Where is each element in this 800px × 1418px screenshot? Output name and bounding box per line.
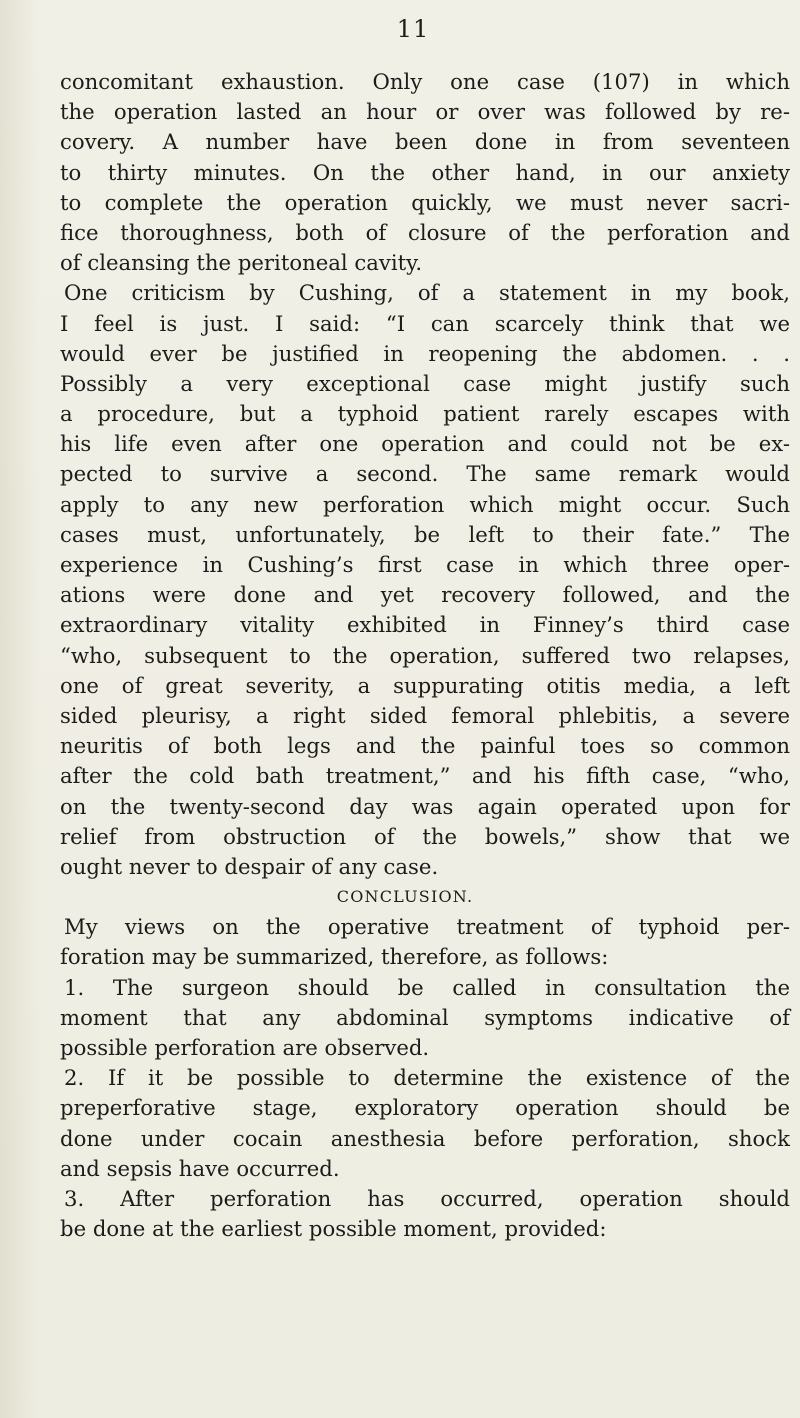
text-line: a procedure, but a typhoid patient rarely escapes with	[60, 401, 790, 427]
text-line: of cleansing the peritoneal cavity.	[60, 250, 423, 276]
text-line: One criticism by Cushing, of a statement in my book,	[64, 280, 790, 306]
text-line: relief from obstruction of the bowels,” show that we	[60, 823, 790, 849]
text-line: be done at the earliest possible moment, provided:	[60, 1216, 607, 1242]
text-line: ations were done and yet recovery followed, and the	[60, 582, 790, 608]
text-line: moment that any abdominal symptoms indicative of	[60, 1004, 790, 1030]
text-line: to complete the operation quickly, we must never sacri-	[60, 189, 790, 215]
text-line: “who, subsequent to the operation, suffered two relapses,	[60, 642, 790, 668]
section-heading: CONCLUSION.	[336, 887, 474, 907]
text-line: My views on the operative treatment of typhoid per-	[64, 914, 790, 940]
text-line: 3. After perforation has occurred, operation should	[64, 1185, 790, 1211]
text-line: foration may be summarized, therefore, as follows:	[60, 944, 609, 970]
text-line: the operation lasted an hour or over was followed by re-	[60, 99, 790, 125]
text-line: apply to any new perforation which might occur. Such	[60, 491, 790, 517]
text-line: and sepsis have occurred.	[60, 1155, 340, 1181]
text-line: preperforative stage, exploratory operation should be	[60, 1095, 790, 1121]
text-line: neuritis of both legs and the painful toes so common	[60, 733, 790, 759]
text-line: possible perforation are observed.	[60, 1035, 430, 1060]
text-line: 1. The surgeon should be called in consultation the	[64, 974, 790, 1000]
text-line: sided pleurisy, a right sided femoral phlebitis, a severe	[60, 702, 790, 728]
text-line: his life even after one operation and could not be ex-	[60, 431, 790, 457]
body-text	[60, 67, 790, 1244]
text-line: covery. A number have been done in from seventeen	[60, 129, 790, 155]
text-line: 2. If it be possible to determine the existence of the	[64, 1065, 790, 1091]
text-line: done under cocain anesthesia before perforation, shock	[60, 1125, 790, 1151]
text-line: cases must, unfortunately, be left to their fate.” The	[60, 521, 790, 547]
text-line: ought never to despair of any case.	[60, 853, 439, 879]
text-line: would ever be justified in reopening the abdomen. . .	[60, 340, 790, 366]
text-line: pected to survive a second. The same remark would	[60, 461, 790, 487]
text-line: fice thoroughness, both of closure of the perforation and	[60, 219, 790, 245]
text-line: I feel is just. I said: “I can scarcely think that we	[60, 310, 790, 336]
text-line: after the cold bath treatment,” and his fifth case, “who,	[60, 763, 790, 789]
text-line: extraordinary vitality exhibited in Finney’s third case	[60, 612, 790, 638]
text-line: on the twenty-second day was again operated upon for	[60, 793, 790, 819]
text-line: experience in Cushing’s first case in which three oper-	[60, 552, 790, 577]
page-number: 11	[396, 15, 430, 43]
text-line: to thirty minutes. On the other hand, in our anxiety	[60, 159, 790, 185]
text-line: one of great severity, a suppurating otitis media, a left	[60, 672, 790, 698]
text-line: Possibly a very exceptional case might justify such	[60, 370, 790, 396]
text-line: concomitant exhaustion. Only one case (107) in which	[60, 69, 790, 94]
